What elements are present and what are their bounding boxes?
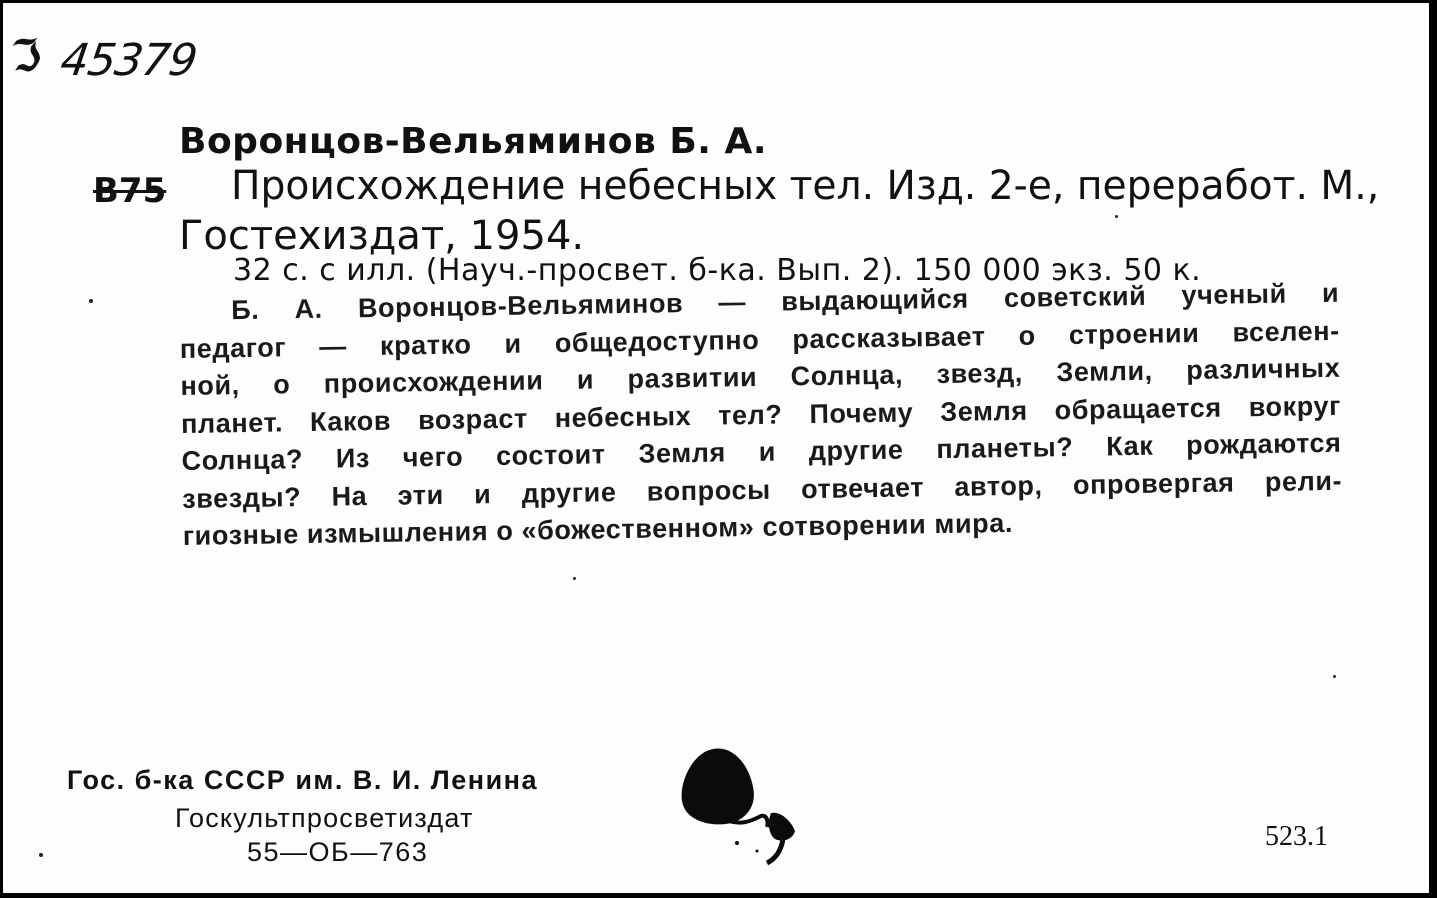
author-heading: Воронцов-Вельяминов Б. А.: [179, 121, 768, 162]
catalog-card: [3, 3, 1429, 893]
hole-mark: ℑ: [7, 29, 46, 84]
annotation-line: ной, о происхождении и развитии Солнца, звезд, Земли, различных: [180, 352, 1341, 401]
publisher-name: Госкультпросветиздат: [175, 803, 474, 833]
card-number: 55—ОБ—763: [247, 837, 429, 867]
card-edge: [0, 893, 1437, 898]
title-line-1: Происхождение небесных тел. Изд. 2-е, переработ. М.,: [231, 163, 1380, 209]
speck: [89, 299, 93, 303]
speck: [573, 577, 576, 580]
ink-blot-icon: [675, 747, 805, 867]
title-line-2: Гостехиздат, 1954.: [179, 213, 585, 259]
shelfmark: В75: [93, 171, 167, 211]
inventory-number: 45379: [57, 35, 200, 86]
speck: [1333, 675, 1336, 678]
annotation: [179, 275, 1343, 556]
annotation-line: Солнца? Из чего состоит Земля и другие планеты? Как рождаются: [181, 427, 1342, 476]
annotation-line: педагог — кратко и общедоступно рассказывает о строении вселен-: [179, 315, 1340, 364]
classification-code: 523.1: [1265, 821, 1328, 852]
annotation-line: звезды? На эти и другие вопросы отвечает автор, опровергая рели-: [181, 465, 1343, 514]
collation: 32 с. с илл. (Науч.-просвет. б-ка. Вып. 2). 150 000 экз. 50 к.: [233, 253, 1202, 288]
speck: [1115, 215, 1118, 218]
annotation-line: гиозные измышления о «божественном» сотворении мира.: [182, 507, 1014, 551]
library-name: Гос. б-ка СССР им. В. И. Ленина: [67, 765, 538, 795]
card-edge: [1429, 0, 1437, 898]
annotation-line: Б. А. Воронцов-Вельяминов — выдающийся советский ученый и: [231, 277, 1340, 326]
annotation-line: планет. Каков возраст небесных тел? Почему Земля обращается вокруг: [180, 390, 1342, 439]
speck: [39, 853, 43, 857]
